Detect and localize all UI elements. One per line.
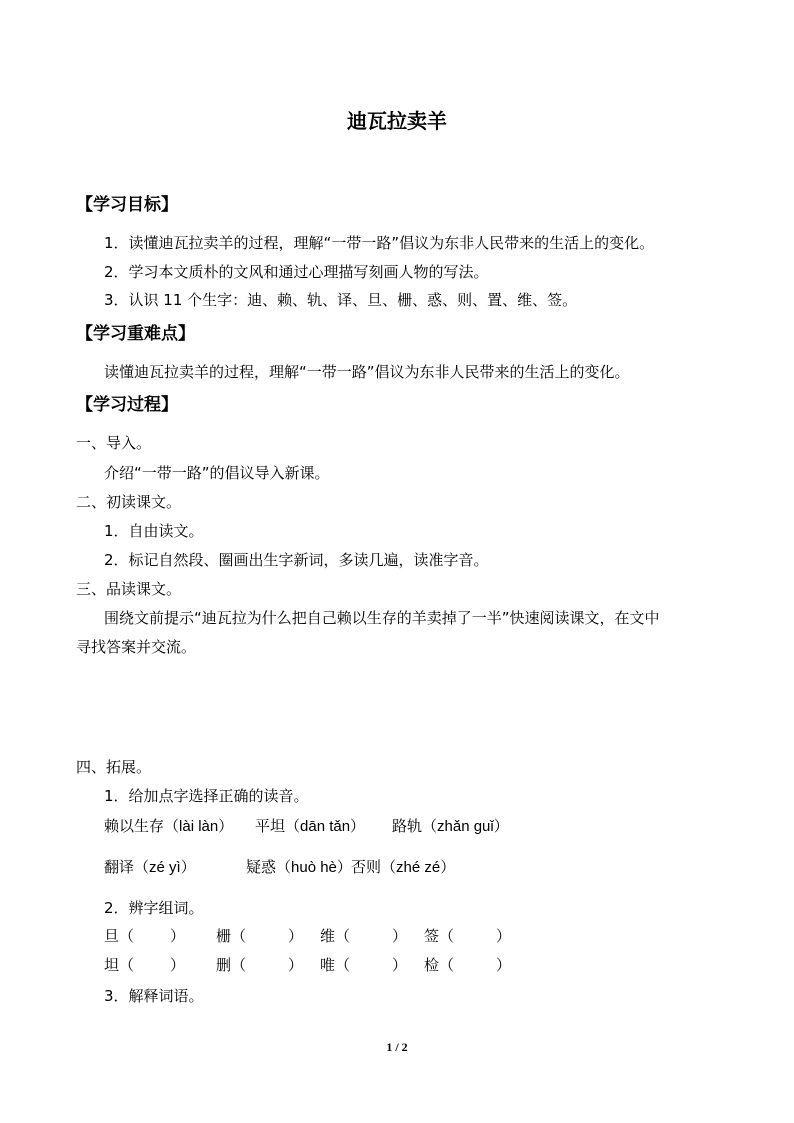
- pinyin-word: 翻译: [104, 858, 135, 876]
- part-title: 三、品读课文。: [76, 580, 182, 598]
- paren-open: （: [119, 956, 135, 974]
- char: 坦: [104, 956, 120, 974]
- pinyin-item: [104, 856, 196, 877]
- pinyin-item: [392, 815, 509, 836]
- question: 1．给加点字选择正确的读音。: [104, 787, 309, 805]
- part-text: 介绍“一带一路”的倡议导入新课。: [104, 464, 330, 482]
- char-blank: [320, 954, 407, 975]
- goal-item: 2．学习本文质朴的文风和通过心理描写刻画人物的写法。: [104, 263, 489, 281]
- paren-close: ）: [496, 927, 512, 945]
- char-blank: [104, 954, 185, 975]
- paren-close: ）: [170, 927, 186, 945]
- goal-item: 3．认识 11 个生字：迪、赖、轨、译、旦、栅、惑、则、置、维、签。: [104, 291, 578, 309]
- char: 唯: [320, 956, 336, 974]
- part-title: 二、初读课文。: [76, 493, 182, 511]
- part-title: 一、导入。: [76, 434, 152, 452]
- question: 3．解释词语。: [104, 987, 204, 1005]
- paren-close: ）: [288, 956, 304, 974]
- pinyin-options: （zhé zé）: [381, 859, 456, 876]
- char-blank: [320, 925, 407, 946]
- part-item: 1．自由读文。: [104, 522, 204, 540]
- char-blank: [216, 925, 303, 946]
- char: 栅: [216, 927, 232, 945]
- pinyin-item: [104, 815, 233, 836]
- paren-open: （: [335, 927, 351, 945]
- paren-close: ）: [288, 927, 304, 945]
- char: 维: [320, 927, 336, 945]
- pinyin-options: （dān tǎn）: [285, 818, 366, 835]
- section-heading-process: 【学习过程】: [76, 395, 178, 415]
- pinyin-item: [246, 856, 352, 877]
- key-points-text: 读懂迪瓦拉卖羊的过程，理解“一带一路”倡议为东非人民带来的生活上的变化。: [104, 363, 630, 381]
- pinyin-options: （huò hè）: [276, 859, 352, 876]
- char-blank: [216, 954, 303, 975]
- part-text: 围绕文前提示“迪瓦拉为什么把自己赖以生存的羊卖掉了一半”快速阅读课文，在文中: [104, 609, 660, 627]
- section-heading-goals: 【学习目标】: [76, 195, 178, 215]
- section-heading-key-points: 【学习重难点】: [76, 324, 195, 344]
- char: 签: [424, 927, 440, 945]
- char-blank: [424, 925, 511, 946]
- paren-close: ）: [392, 927, 408, 945]
- paren-open: （: [439, 927, 455, 945]
- paren-close: ）: [170, 956, 186, 974]
- char-blank: [424, 954, 511, 975]
- paren-open: （: [335, 956, 351, 974]
- pinyin-word: 否则: [351, 858, 382, 876]
- pinyin-item: [255, 815, 365, 836]
- pinyin-options: （zhǎn guǐ）: [422, 818, 509, 835]
- pinyin-options: （lài làn）: [164, 818, 234, 835]
- page-title: 迪瓦拉卖羊: [347, 109, 447, 133]
- part-text: 寻找答案并交流。: [76, 638, 197, 656]
- char: 检: [424, 956, 440, 974]
- part-title: 四、拓展。: [76, 758, 152, 776]
- pinyin-options: （zé yì）: [134, 859, 196, 876]
- part-item: 2．标记自然段、圈画出生字新词，多读几遍，读准字音。: [104, 551, 489, 569]
- paren-close: ）: [496, 956, 512, 974]
- char: 删: [216, 956, 232, 974]
- char: 旦: [104, 927, 120, 945]
- paren-close: ）: [392, 956, 408, 974]
- pinyin-word: 路轨: [392, 817, 423, 835]
- question: 2．辨字组词。: [104, 899, 204, 917]
- pinyin-word: 赖以生存: [104, 817, 165, 835]
- paren-open: （: [119, 927, 135, 945]
- pinyin-word: 平坦: [255, 817, 286, 835]
- paren-open: （: [231, 927, 247, 945]
- pinyin-word: 疑惑: [246, 858, 277, 876]
- goal-item: 1．读懂迪瓦拉卖羊的过程，理解“一带一路”倡议为东非人民带来的生活上的变化。: [104, 234, 655, 252]
- paren-open: （: [439, 956, 455, 974]
- char-blank: [104, 925, 185, 946]
- pinyin-item: [351, 856, 455, 877]
- page-number: 1 / 2: [386, 1040, 408, 1054]
- paren-open: （: [231, 956, 247, 974]
